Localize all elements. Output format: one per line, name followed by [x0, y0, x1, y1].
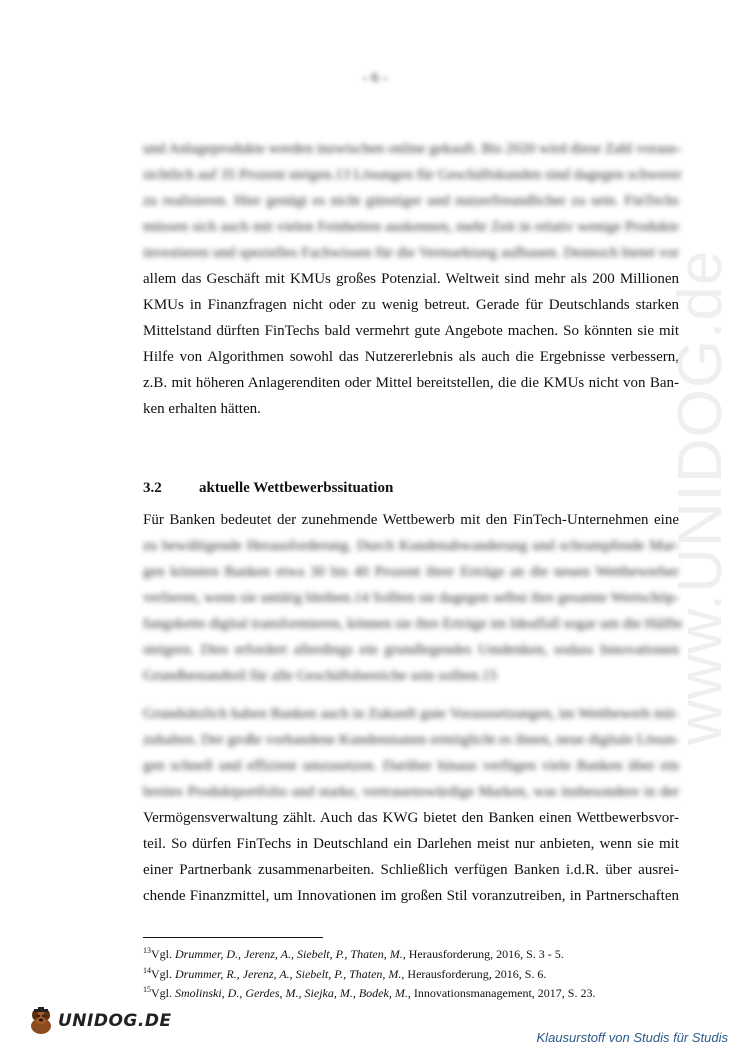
blurred-text-line: fungskette digital transformieren, können sie ihre Erträge im Idealfall sogar um die Hälfte — [143, 616, 683, 632]
footnotes — [143, 943, 679, 1002]
text-line: Mittelstand dürften FinTechs bald vermehrt gute Angebote machen. So könnten sie mit — [143, 323, 679, 339]
blurred-text-line: müssen sich auch mit vielen Feinheiten auskennen, mehr Zeit in relativ wenige Produkte — [143, 219, 679, 235]
text-line: Für Banken bedeutet der zunehmende Wettbewerb mit den FinTech-Unternehmen eine — [143, 512, 679, 528]
blurred-text-line: zuhalten. Der große vorhandene Kundenstamm ermöglicht es ihnen, neue digitale Lösun- — [143, 732, 680, 748]
footnote-source: Herausforderung, 2016, S. 3 - 5. — [405, 947, 564, 961]
section-title: aktuelle Wettbewerbssituation — [199, 480, 394, 496]
footnote-authors: Drummer, D., Jerenz, A., Siebelt, P., Thaten, M., — [175, 947, 406, 961]
blurred-text-line: Grundbestandteil für alle Geschäftsbereiche sein sollten.15 — [143, 668, 498, 684]
blurred-text-line: zu realisieren. Hier genügt es nicht günstiger und nutzerfreundlicher zu sein. FinTechs — [143, 193, 679, 209]
footnote-source: Herausforderung, 2016, S. 6. — [404, 966, 547, 981]
body-block-3 — [143, 701, 679, 909]
blurred-text-line: sichtlich auf 35 Prozent steigen.13 Lösungen für Geschäftskunden sind dagegen schwerer — [143, 167, 682, 183]
blurred-text-line: investieren und spezielles Fachwissen für die Vermarktung aufbauen. Dennoch bietet vor — [143, 245, 679, 261]
footnote-number: 15 — [143, 985, 151, 994]
footnote-source: Innovationsmanagement, 2017, S. 23. — [410, 986, 596, 1000]
footnote-rule — [143, 937, 323, 938]
body-block-2 — [143, 507, 683, 689]
text-line: Vermögensverwaltung zählt. Auch das KWG bietet den Banken einen Wettbewerbsvor- — [143, 810, 679, 826]
dog-mascot-icon — [26, 1006, 56, 1036]
section-number: 3.2 — [143, 480, 162, 496]
section-heading — [143, 475, 679, 501]
footnote-number: 13 — [143, 946, 151, 955]
footnote-prefix: Vgl. — [151, 966, 175, 981]
footnote-number: 14 — [143, 965, 151, 975]
text-line: allem das Geschäft mit KMUs großes Potenzial. Weltweit sind mehr als 200 Millionen — [143, 271, 679, 287]
footnote-authors: Smolinski, D., Gerdes, M., Siejka, M., Bodek, M., — [175, 986, 411, 1000]
blurred-text-line: breites Produktportfolio und starke, vertrauenswürdige Marken, was insbesondere in der — [143, 784, 679, 800]
footnote — [143, 963, 679, 983]
footnote — [143, 982, 679, 1002]
text-line: teil. So dürfen FinTechs in Deutschland ein Darlehen meist nur anbieten, wenn sie mit — [143, 836, 679, 852]
blurred-text-line: Grundsätzlich haben Banken auch in Zukunft gute Voraussetzungen, im Wettbewerb mit- — [143, 706, 679, 722]
blurred-text-line: zu bewältigende Herausforderung. Durch Kundenabwanderung und schrumpfende Mar- — [143, 538, 679, 554]
watermark: www.UNIDOG.de — [666, 249, 735, 745]
text-line: chende Finanzmittel, um Innovationen im großen Stil voranzutreiben, in Partnerschaften — [143, 888, 679, 904]
footnote-prefix: Vgl. — [151, 986, 175, 1000]
footnote-prefix: Vgl. — [151, 947, 175, 961]
text-line: ken erhalten hätten. — [143, 401, 261, 417]
text-line: KMUs in Finanzfragen nicht oder zu wenig betreut. Gerade für Deutschlands starken — [143, 297, 679, 313]
logo-text: UNIDOG.DE — [58, 1011, 172, 1031]
unidog-logo[interactable] — [26, 1006, 172, 1036]
blurred-text-line: steigern. Dies erfordert allerdings ein grundlegendes Umdenken, sodass Innovationen — [143, 642, 679, 658]
text-line: z.B. mit höheren Anlagerenditen oder Mittel bereitstellen, die die KMUs nicht von Ban- — [143, 375, 679, 391]
page-number: - 6 - — [362, 70, 388, 86]
footnote — [143, 943, 679, 963]
body-block-1 — [143, 136, 682, 422]
tagline: Klausurstoff von Studis für Studis — [536, 1030, 728, 1045]
text-line: einer Partnerbank zusammenarbeiten. Schließlich verfügen Banken i.d.R. über ausrei- — [143, 862, 679, 878]
blurred-text-line: und Anlageprodukte werden inzwischen online gekauft. Bis 2020 wird diese Zahl voraus- — [143, 141, 682, 157]
blurred-text-line: gen schnell und effizient umzusetzen. Darüber hinaus verfügen viele Banken über ein — [143, 758, 679, 774]
text-line: Hilfe von Algorithmen sowohl das Nutzererlebnis als auch die Ergebnisse verbessern, — [143, 349, 679, 365]
blurred-text-line: gen könnten Banken etwa 30 bis 40 Prozent ihrer Erträge an die neuen Wettbewerber — [143, 564, 679, 580]
footnote-authors: Drummer, R., Jerenz, A., Siebelt, P., Thaten, M., — [175, 966, 405, 981]
blurred-text-line: verlieren, wenn sie untätig bleiben.14 Sollten sie dagegen selbst ihre gesamte Wertschöp- — [143, 590, 680, 606]
